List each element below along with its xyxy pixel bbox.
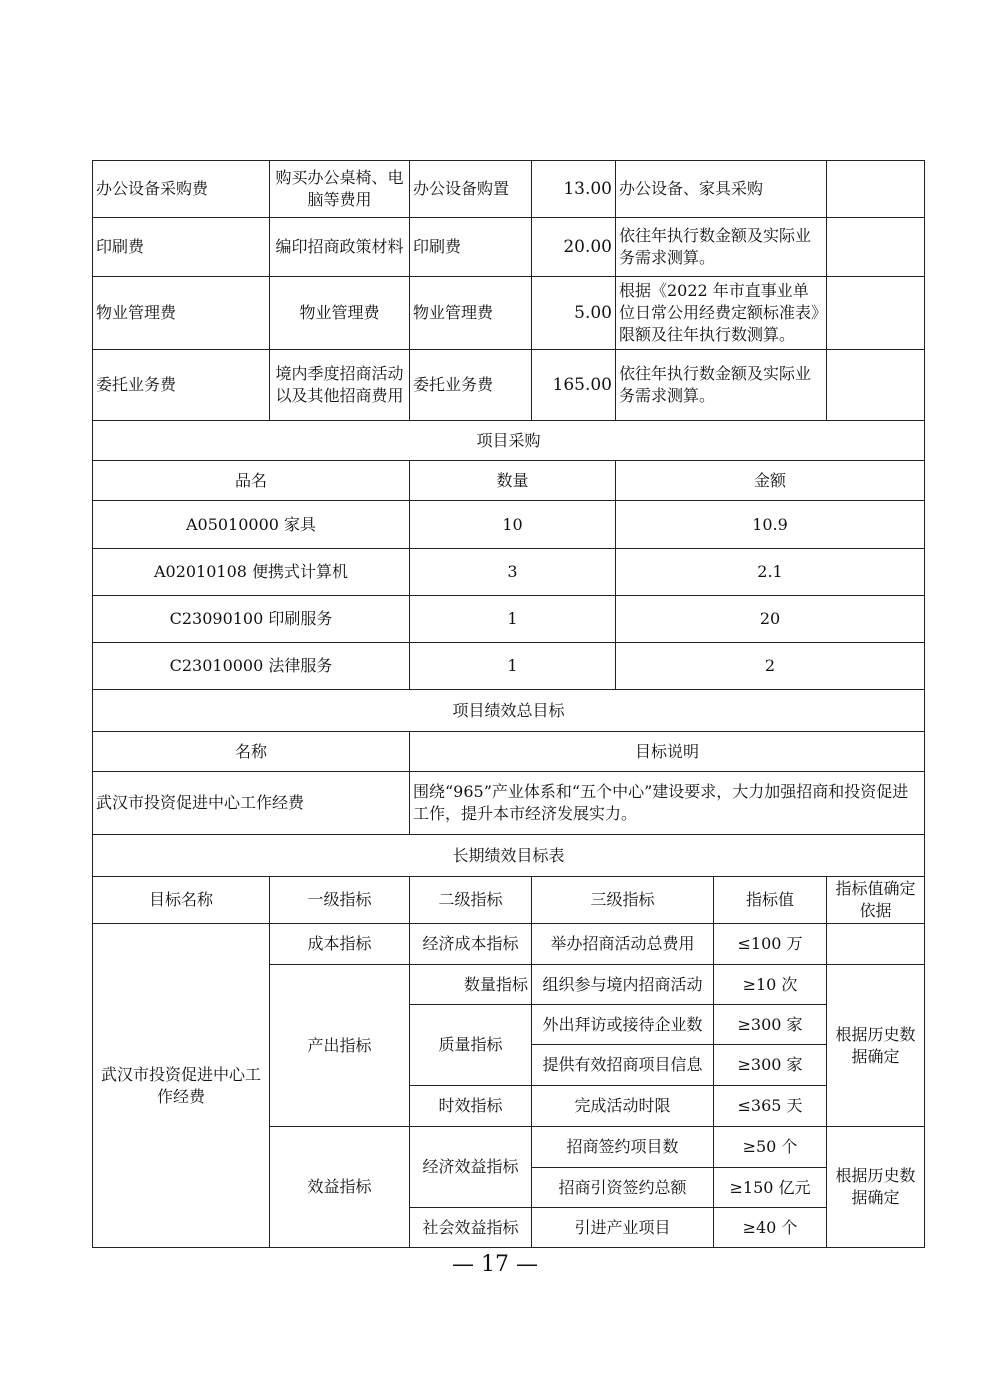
table-row: [93, 924, 925, 965]
level3-indicator: 组织参与境内招商活动: [532, 965, 714, 1005]
goal-name: 武汉市投资促进中心工作经费: [93, 924, 270, 1248]
level3-indicator: 招商签约项目数: [532, 1127, 714, 1168]
budget-item: 印刷费: [93, 218, 270, 277]
budget-item: 委托业务费: [93, 350, 270, 421]
procurement-name: A05010000 家具: [93, 501, 410, 549]
header-level1: 一级指标: [270, 877, 410, 924]
budget-extra: [827, 161, 925, 218]
procurement-amount: 2: [616, 643, 925, 690]
indicator-value: ≥40 个: [714, 1208, 827, 1248]
budget-category: 委托业务费: [410, 350, 532, 421]
long-term-header-row: [93, 877, 925, 924]
budget-description: 境内季度招商活动以及其他招商费用: [270, 350, 410, 421]
budget-amount: 20.00: [532, 218, 616, 277]
budget-category: 物业管理费: [410, 277, 532, 350]
level2-quantity: 数量指标: [410, 965, 532, 1005]
level2-timeliness: 时效指标: [410, 1086, 532, 1127]
budget-performance-table: [92, 160, 925, 1248]
level1-benefit: 效益指标: [270, 1127, 410, 1248]
table-row: [93, 350, 925, 421]
level2-social-benefit: 社会效益指标: [410, 1208, 532, 1248]
header-basis: 指标值确定依据: [827, 877, 925, 924]
table-row: [93, 277, 925, 350]
header-level2: 二级指标: [410, 877, 532, 924]
budget-basis: 依往年执行数金额及实际业务需求测算。: [616, 350, 827, 421]
procurement-qty: 10: [410, 501, 616, 549]
overall-goal-desc: 围绕“965”产业体系和“五个中心”建设要求，大力加强招商和投资促进工作，提升本市经济发展实力。: [410, 772, 925, 835]
level2-quality: 质量指标: [410, 1005, 532, 1086]
overall-goal-header-desc: 目标说明: [410, 732, 925, 772]
indicator-value: ≤100 万: [714, 924, 827, 965]
budget-basis: 依往年执行数金额及实际业务需求测算。: [616, 218, 827, 277]
budget-category: 办公设备购置: [410, 161, 532, 218]
section-header-row: [93, 421, 925, 461]
level3-indicator: 提供有效招商项目信息: [532, 1045, 714, 1086]
level2-econ-cost: 经济成本指标: [410, 924, 532, 965]
table-row: [93, 161, 925, 218]
procurement-amount: 10.9: [616, 501, 925, 549]
level3-indicator: 招商引资签约总额: [532, 1168, 714, 1208]
indicator-value: ≥150 亿元: [714, 1168, 827, 1208]
level3-indicator: 举办招商活动总费用: [532, 924, 714, 965]
indicator-value: ≤365 天: [714, 1086, 827, 1127]
budget-description: 购买办公桌椅、电脑等费用: [270, 161, 410, 218]
level1-output: 产出指标: [270, 965, 410, 1127]
basis-output: 根据历史数据确定: [827, 965, 925, 1127]
overall-goal-header-name: 名称: [93, 732, 410, 772]
indicator-value: ≥50 个: [714, 1127, 827, 1168]
basis-benefit: 根据历史数据确定: [827, 1127, 925, 1248]
header-goal-name: 目标名称: [93, 877, 270, 924]
table-row: [93, 643, 925, 690]
procurement-header-row: [93, 461, 925, 501]
table-row: [93, 596, 925, 643]
budget-item: 物业管理费: [93, 277, 270, 350]
procurement-qty: 1: [410, 643, 616, 690]
procurement-name: C23010000 法律服务: [93, 643, 410, 690]
page-number: — 17 —: [452, 1252, 538, 1277]
procurement-header-qty: 数量: [410, 461, 616, 501]
procurement-amount: 20: [616, 596, 925, 643]
table-row: [93, 772, 925, 835]
procurement-header-name: 品名: [93, 461, 410, 501]
procurement-qty: 1: [410, 596, 616, 643]
table-row: [93, 218, 925, 277]
budget-basis: 办公设备、家具采购: [616, 161, 827, 218]
section-header-row: [93, 690, 925, 732]
section-header-row: [93, 835, 925, 877]
level3-indicator: 引进产业项目: [532, 1208, 714, 1248]
procurement-name: C23090100 印刷服务: [93, 596, 410, 643]
overall-goal-title: 项目绩效总目标: [93, 690, 925, 732]
level3-indicator: 完成活动时限: [532, 1086, 714, 1127]
procurement-qty: 3: [410, 549, 616, 596]
budget-category: 印刷费: [410, 218, 532, 277]
budget-item: 办公设备采购费: [93, 161, 270, 218]
procurement-title: 项目采购: [93, 421, 925, 461]
level1-cost: 成本指标: [270, 924, 410, 965]
procurement-name: A02010108 便携式计算机: [93, 549, 410, 596]
budget-extra: [827, 350, 925, 421]
indicator-value: ≥300 家: [714, 1045, 827, 1086]
budget-extra: [827, 277, 925, 350]
budget-amount: 13.00: [532, 161, 616, 218]
header-level3: 三级指标: [532, 877, 714, 924]
basis-cost: [827, 924, 925, 965]
budget-extra: [827, 218, 925, 277]
indicator-value: ≥10 次: [714, 965, 827, 1005]
level2-econ-benefit: 经济效益指标: [410, 1127, 532, 1208]
level3-indicator: 外出拜访或接待企业数: [532, 1005, 714, 1045]
long-term-title: 长期绩效目标表: [93, 835, 925, 877]
budget-description: 物业管理费: [270, 277, 410, 350]
table-row: [93, 549, 925, 596]
budget-amount: 165.00: [532, 350, 616, 421]
header-value: 指标值: [714, 877, 827, 924]
overall-goal-name: 武汉市投资促进中心工作经费: [93, 772, 410, 835]
overall-goal-header-row: [93, 732, 925, 772]
procurement-amount: 2.1: [616, 549, 925, 596]
procurement-header-amount: 金额: [616, 461, 925, 501]
budget-basis: 根据《2022 年市直事业单位日常公用经费定额标准表》限额及往年执行数测算。: [616, 277, 827, 350]
indicator-value: ≥300 家: [714, 1005, 827, 1045]
table-row: [93, 501, 925, 549]
budget-amount: 5.00: [532, 277, 616, 350]
budget-description: 编印招商政策材料: [270, 218, 410, 277]
